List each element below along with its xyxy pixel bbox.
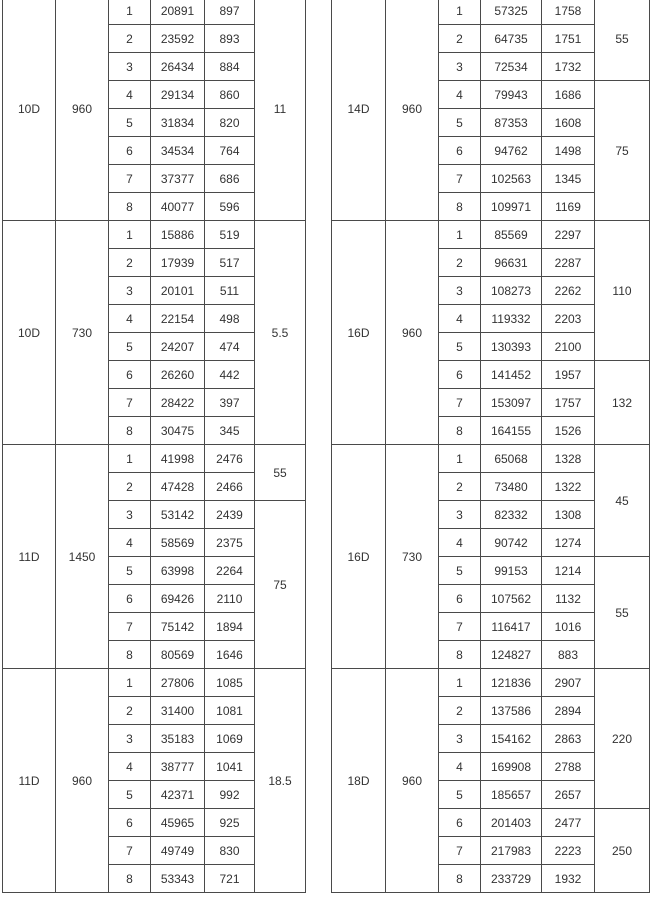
head-cell: 764 [205,137,255,165]
flow-cell: 31834 [151,109,205,137]
table-body [332,0,650,893]
head-cell: 2223 [542,837,595,865]
head-cell: 2476 [205,445,255,473]
head-cell: 2203 [542,305,595,333]
flow-cell: 85569 [481,221,542,249]
row-number-cell: 4 [439,81,481,109]
head-cell: 517 [205,249,255,277]
row-number-cell: 3 [109,725,151,753]
flow-cell: 34534 [151,137,205,165]
head-cell: 1214 [542,557,595,585]
head-cell: 2439 [205,501,255,529]
head-cell: 1608 [542,109,595,137]
head-cell: 1328 [542,445,595,473]
power-cell: 250 [595,809,650,893]
speed-cell: 960 [386,221,439,445]
head-cell: 1345 [542,165,595,193]
flow-cell: 53343 [151,865,205,893]
head-cell: 442 [205,361,255,389]
head-cell: 1957 [542,361,595,389]
row-number-cell: 7 [109,837,151,865]
row-number-cell: 6 [109,809,151,837]
row-number-cell: 3 [439,501,481,529]
row-number-cell: 5 [439,781,481,809]
head-cell: 2788 [542,753,595,781]
head-cell: 1686 [542,81,595,109]
flow-cell: 94762 [481,137,542,165]
flow-cell: 96631 [481,249,542,277]
table-row [332,0,650,25]
flow-cell: 82332 [481,501,542,529]
flow-cell: 30475 [151,417,205,445]
flow-cell: 29134 [151,81,205,109]
head-cell: 2297 [542,221,595,249]
flow-cell: 26434 [151,53,205,81]
power-cell: 75 [595,81,650,221]
row-number-cell: 4 [109,305,151,333]
table-row [332,445,650,473]
row-number-cell: 6 [439,585,481,613]
row-number-cell: 2 [439,697,481,725]
flow-cell: 63998 [151,557,205,585]
row-number-cell: 5 [109,333,151,361]
model-cell: 16D [332,445,386,669]
head-cell: 1751 [542,25,595,53]
flow-cell: 28422 [151,389,205,417]
head-cell: 2863 [542,725,595,753]
flow-cell: 119332 [481,305,542,333]
head-cell: 474 [205,333,255,361]
power-cell: 75 [255,501,306,669]
power-cell: 220 [595,669,650,809]
row-number-cell: 5 [439,333,481,361]
row-number-cell: 6 [439,137,481,165]
flow-cell: 79943 [481,81,542,109]
head-cell: 2264 [205,557,255,585]
flow-cell: 35183 [151,725,205,753]
head-cell: 345 [205,417,255,445]
head-cell: 1274 [542,529,595,557]
row-number-cell: 4 [439,305,481,333]
head-cell: 1894 [205,613,255,641]
head-cell: 2657 [542,781,595,809]
row-number-cell: 8 [109,865,151,893]
flow-cell: 185657 [481,781,542,809]
head-cell: 820 [205,109,255,137]
row-number-cell: 1 [439,669,481,697]
head-cell: 519 [205,221,255,249]
flow-cell: 38777 [151,753,205,781]
flow-cell: 124827 [481,641,542,669]
model-cell: 14D [332,0,386,221]
flow-cell: 121836 [481,669,542,697]
flow-cell: 57325 [481,0,542,25]
flow-cell: 41998 [151,445,205,473]
speed-cell: 1450 [56,445,109,669]
head-cell: 1081 [205,697,255,725]
head-cell: 1169 [542,193,595,221]
row-number-cell: 5 [439,109,481,137]
head-cell: 511 [205,277,255,305]
flow-cell: 169908 [481,753,542,781]
row-number-cell: 1 [109,0,151,25]
head-cell: 2375 [205,529,255,557]
flow-cell: 58569 [151,529,205,557]
flow-cell: 141452 [481,361,542,389]
row-number-cell: 7 [109,165,151,193]
head-cell: 897 [205,0,255,25]
flow-cell: 65068 [481,445,542,473]
row-number-cell: 7 [439,165,481,193]
row-number-cell: 4 [109,529,151,557]
flow-cell: 37377 [151,165,205,193]
flow-cell: 45965 [151,809,205,837]
row-number-cell: 6 [109,585,151,613]
power-cell: 45 [595,445,650,557]
table-row [3,0,306,25]
row-number-cell: 4 [109,81,151,109]
flow-cell: 102563 [481,165,542,193]
head-cell: 2907 [542,669,595,697]
flow-cell: 154162 [481,725,542,753]
row-number-cell: 6 [109,137,151,165]
row-number-cell: 2 [109,249,151,277]
flow-cell: 217983 [481,837,542,865]
row-number-cell: 2 [109,697,151,725]
flow-cell: 130393 [481,333,542,361]
flow-cell: 107562 [481,585,542,613]
head-cell: 2100 [542,333,595,361]
power-cell: 5.5 [255,221,306,445]
head-cell: 1308 [542,501,595,529]
flow-cell: 80569 [151,641,205,669]
head-cell: 1041 [205,753,255,781]
flow-cell: 31400 [151,697,205,725]
row-number-cell: 2 [439,25,481,53]
table-row [3,669,306,697]
row-number-cell: 2 [109,25,151,53]
head-cell: 2262 [542,277,595,305]
head-cell: 1322 [542,473,595,501]
row-number-cell: 3 [439,277,481,305]
row-number-cell: 8 [439,417,481,445]
power-cell: 18.5 [255,669,306,893]
pump-spec-table-right [331,0,650,893]
model-cell: 11D [3,445,56,669]
flow-cell: 75142 [151,613,205,641]
head-cell: 1932 [542,865,595,893]
row-number-cell: 1 [439,0,481,25]
head-cell: 883 [542,641,595,669]
table-body [3,0,306,893]
row-number-cell: 1 [109,669,151,697]
model-cell: 18D [332,669,386,893]
flow-cell: 47428 [151,473,205,501]
row-number-cell: 1 [109,445,151,473]
row-number-cell: 1 [439,445,481,473]
head-cell: 1085 [205,669,255,697]
head-cell: 498 [205,305,255,333]
row-number-cell: 6 [439,361,481,389]
row-number-cell: 7 [109,613,151,641]
row-number-cell: 3 [109,53,151,81]
flow-cell: 87353 [481,109,542,137]
row-number-cell: 3 [109,501,151,529]
flow-cell: 108273 [481,277,542,305]
speed-cell: 960 [56,669,109,893]
row-number-cell: 7 [439,389,481,417]
flow-cell: 201403 [481,809,542,837]
flow-cell: 64735 [481,25,542,53]
flow-cell: 69426 [151,585,205,613]
power-cell: 55 [595,0,650,81]
head-cell: 2110 [205,585,255,613]
row-number-cell: 1 [439,221,481,249]
power-cell: 132 [595,361,650,445]
head-cell: 1758 [542,0,595,25]
model-cell: 10D [3,0,56,221]
row-number-cell: 3 [439,725,481,753]
flow-cell: 72534 [481,53,542,81]
row-number-cell: 3 [439,53,481,81]
flow-cell: 22154 [151,305,205,333]
flow-cell: 42371 [151,781,205,809]
head-cell: 884 [205,53,255,81]
table-row [3,445,306,473]
flow-cell: 27806 [151,669,205,697]
flow-cell: 99153 [481,557,542,585]
flow-cell: 153097 [481,389,542,417]
row-number-cell: 3 [109,277,151,305]
table-row [332,669,650,697]
row-number-cell: 7 [439,613,481,641]
pump-spec-table-left [2,0,306,893]
model-cell: 10D [3,221,56,445]
row-number-cell: 8 [109,641,151,669]
row-number-cell: 8 [439,865,481,893]
flow-cell: 24207 [151,333,205,361]
head-cell: 992 [205,781,255,809]
row-number-cell: 4 [109,753,151,781]
head-cell: 893 [205,25,255,53]
row-number-cell: 8 [109,193,151,221]
head-cell: 2477 [542,809,595,837]
model-cell: 11D [3,669,56,893]
flow-cell: 40077 [151,193,205,221]
flow-cell: 20891 [151,0,205,25]
row-number-cell: 5 [109,109,151,137]
row-number-cell: 2 [109,473,151,501]
flow-cell: 137586 [481,697,542,725]
row-number-cell: 5 [109,781,151,809]
row-number-cell: 5 [439,557,481,585]
head-cell: 397 [205,389,255,417]
row-number-cell: 1 [109,221,151,249]
flow-cell: 53142 [151,501,205,529]
row-number-cell: 2 [439,249,481,277]
head-cell: 596 [205,193,255,221]
head-cell: 686 [205,165,255,193]
head-cell: 1016 [542,613,595,641]
model-cell: 16D [332,221,386,445]
row-number-cell: 8 [109,417,151,445]
head-cell: 1132 [542,585,595,613]
head-cell: 1498 [542,137,595,165]
head-cell: 721 [205,865,255,893]
flow-cell: 26260 [151,361,205,389]
flow-cell: 20101 [151,277,205,305]
head-cell: 1526 [542,417,595,445]
flow-cell: 15886 [151,221,205,249]
power-cell: 55 [255,445,306,501]
flow-cell: 233729 [481,865,542,893]
row-number-cell: 5 [109,557,151,585]
row-number-cell: 6 [439,809,481,837]
row-number-cell: 2 [439,473,481,501]
row-number-cell: 4 [439,753,481,781]
flow-cell: 164155 [481,417,542,445]
flow-cell: 23592 [151,25,205,53]
row-number-cell: 7 [109,389,151,417]
row-number-cell: 4 [439,529,481,557]
power-cell: 55 [595,557,650,669]
table-row [3,221,306,249]
head-cell: 2894 [542,697,595,725]
speed-cell: 960 [56,0,109,221]
row-number-cell: 7 [439,837,481,865]
head-cell: 830 [205,837,255,865]
row-number-cell: 8 [439,193,481,221]
head-cell: 2466 [205,473,255,501]
speed-cell: 960 [386,0,439,221]
speed-cell: 730 [386,445,439,669]
head-cell: 2287 [542,249,595,277]
head-cell: 860 [205,81,255,109]
head-cell: 1646 [205,641,255,669]
flow-cell: 49749 [151,837,205,865]
flow-cell: 109971 [481,193,542,221]
head-cell: 1757 [542,389,595,417]
speed-cell: 960 [386,669,439,893]
flow-cell: 17939 [151,249,205,277]
flow-cell: 73480 [481,473,542,501]
flow-cell: 116417 [481,613,542,641]
flow-cell: 90742 [481,529,542,557]
row-number-cell: 8 [439,641,481,669]
head-cell: 1069 [205,725,255,753]
power-cell: 11 [255,0,306,221]
table-row [332,221,650,249]
speed-cell: 730 [56,221,109,445]
power-cell: 110 [595,221,650,361]
row-number-cell: 6 [109,361,151,389]
head-cell: 925 [205,809,255,837]
head-cell: 1732 [542,53,595,81]
